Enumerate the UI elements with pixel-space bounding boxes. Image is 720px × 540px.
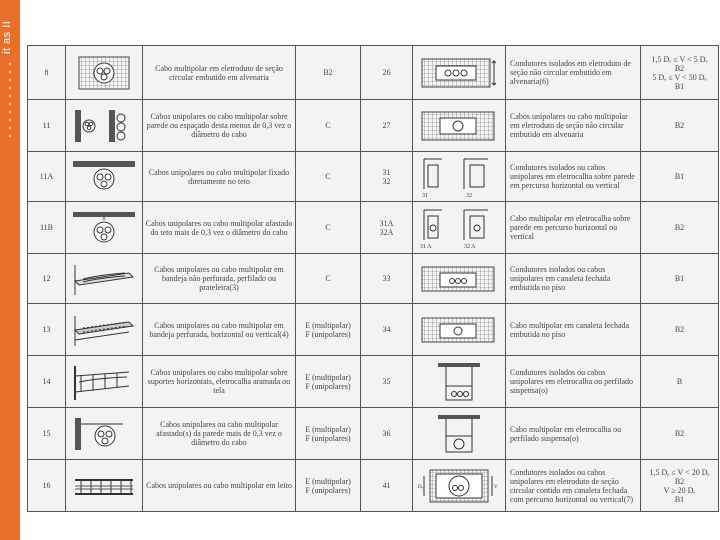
method-description: Condutores isolados ou cabos unipolares em eletrocalha ou perfilado suspensa(o) [506, 356, 641, 408]
method-description: Cabos unipolares ou cabo multipolar em leito [143, 460, 296, 512]
reference-method: C [296, 100, 361, 152]
table-row [28, 356, 719, 408]
illustration-cable-on-wall [66, 100, 143, 152]
reference-method: B2 [641, 408, 719, 460]
sidebar-label: it as II [1, 20, 13, 54]
sidebar-dots-decoration [7, 60, 13, 140]
reference-method: 1,5 Dₑ ≤ V < 20 Dₑ B2 V ≥ 20 Dₑ B1 [641, 460, 719, 512]
reference-method: C [296, 152, 361, 202]
figure-label: 31 [422, 192, 428, 199]
illustration-cable-fixed-ceiling [66, 152, 143, 202]
method-number: 11 [28, 100, 66, 152]
illustration-cable-ladder [66, 460, 143, 512]
illustration-multipolar-cable-tray-wall [413, 202, 506, 254]
method-description: Cabos unipolares ou cabo multipolar fixado diretamente no teto [143, 152, 296, 202]
method-description: Cabos unipolares ou cabo multipolar afastado(s) da parede mais de 0,3 vez o diâmetro do cabo [143, 408, 296, 460]
method-description: Cabos unipolares ou cabo multipolar em eletroduto de seção não circular embutido em alvenaria [506, 100, 641, 152]
table-row [28, 304, 719, 356]
table-row [28, 100, 719, 152]
illustration-noncircular-conduit-masonry [413, 46, 506, 100]
method-number: 11A [28, 152, 66, 202]
figure-label: 32 A [464, 243, 476, 250]
illustration-horizontal-supports [66, 356, 143, 408]
method-description: Condutores isolados ou cabos unipolares em canaleta fechada embutida no piso [506, 254, 641, 304]
scanned-document [27, 45, 718, 511]
reference-method: E (multipolar) F (unipolares) [296, 304, 361, 356]
method-number: 16 [28, 460, 66, 512]
method-description: Cabos unipolares ou cabo multipolar sobre suportes horizontais, eletrocalha aramada ou tela [143, 356, 296, 408]
method-number: 11B [28, 202, 66, 254]
method-number: 27 [361, 100, 413, 152]
illustration-conduit-in-masonry [66, 46, 143, 100]
reference-method: B2 [641, 202, 719, 254]
method-description: Cabos unipolares ou cabo multipolar em bandeja não perfurada, perfilado ou prateleira(3) [143, 254, 296, 304]
method-number: 26 [361, 46, 413, 100]
illustration-closed-channel-floor [413, 254, 506, 304]
figure-label: V [494, 484, 498, 490]
method-number: 33 [361, 254, 413, 304]
method-number: 14 [28, 356, 66, 408]
method-number: 12 [28, 254, 66, 304]
method-description: Condutores isolados ou cabos unipolares em eletroduto de seção circular contido em canaleta fechada com percurso horizontal ou vertical(7) [506, 460, 641, 512]
illustration-cable-away-ceiling [66, 202, 143, 254]
sidebar-strip [0, 0, 20, 540]
method-description: Cabos unipolares ou cabo multipolar sobre parede ou espaçado desta menos de 0,3 vez o diâmetro do cabo [143, 100, 296, 152]
illustration-suspended-tray [413, 356, 506, 408]
table-row [28, 152, 719, 202]
illustration-noncircular-conduit [413, 100, 506, 152]
method-number: 15 [28, 408, 66, 460]
illustration-conduit-in-closed-channel [413, 460, 506, 512]
method-description: Condutores isolados ou cabos unipolares em eletrocalha sobre parede em percurso horizontal ou vertical [506, 152, 641, 202]
illustration-non-perforated-tray [66, 254, 143, 304]
illustration-perforated-tray [66, 304, 143, 356]
figure-label: Dₑ [418, 484, 423, 490]
reference-method: B1 [641, 254, 719, 304]
reference-method: B1 [641, 152, 719, 202]
reference-method: B2 [641, 100, 719, 152]
table-row [28, 460, 719, 512]
reference-method: E (multipolar) F (unipolares) [296, 356, 361, 408]
illustration-cable-tray-wall [413, 152, 506, 202]
figure-label: 31 A [420, 243, 432, 250]
method-number: 36 [361, 408, 413, 460]
method-number: 35 [361, 356, 413, 408]
reference-method: B2 [296, 46, 361, 100]
method-number: 41 [361, 460, 413, 512]
table-row [28, 254, 719, 304]
method-number: 8 [28, 46, 66, 100]
illustration-cable-away-wall [66, 408, 143, 460]
method-description: Cabos unipolares ou cabo multipolar em bandeja perfurada, horizontal ou vertical(4) [143, 304, 296, 356]
method-description: Cabo multipolar em eletroduto de seção circular embutido em alvenaria [143, 46, 296, 100]
method-description: Condutores isolados em eletroduto de seção não circular embutido em alvenaria(6) [506, 46, 641, 100]
reference-method: B [641, 356, 719, 408]
reference-method: 1,5 Dₑ ≤ V < 5 Dₑ B2 5 Dₑ ≤ V < 50 Dₑ B1 [641, 46, 719, 100]
table-row [28, 408, 719, 460]
method-number: 31A 32A [361, 202, 413, 254]
method-description: Cabo multipolar em eletrocalha ou perfilado suspensa(o) [506, 408, 641, 460]
method-number: 31 32 [361, 152, 413, 202]
reference-method: C [296, 254, 361, 304]
method-number: 34 [361, 304, 413, 356]
illustration-multipolar-suspended-tray [413, 408, 506, 460]
table-row [28, 202, 719, 254]
method-description: Cabo multipolar em canaleta fechada embutida no piso [506, 304, 641, 356]
reference-method: B2 [641, 304, 719, 356]
reference-method: C [296, 202, 361, 254]
method-description: Cabos unipolares ou cabo multipolar afastado do teto mais de 0,3 vez o diâmetro do cabo [143, 202, 296, 254]
table-row [28, 46, 719, 100]
method-number: 13 [28, 304, 66, 356]
figure-label: 32 [466, 192, 472, 199]
method-description: Cabo multipolar em eletrocalha sobre parede em percurso horizontal ou vertical [506, 202, 641, 254]
installation-methods-table [27, 45, 719, 512]
reference-method: E (multipolar) F (unipolares) [296, 408, 361, 460]
reference-method: E (multipolar) F (unipolares) [296, 460, 361, 512]
illustration-multipolar-channel-floor [413, 304, 506, 356]
